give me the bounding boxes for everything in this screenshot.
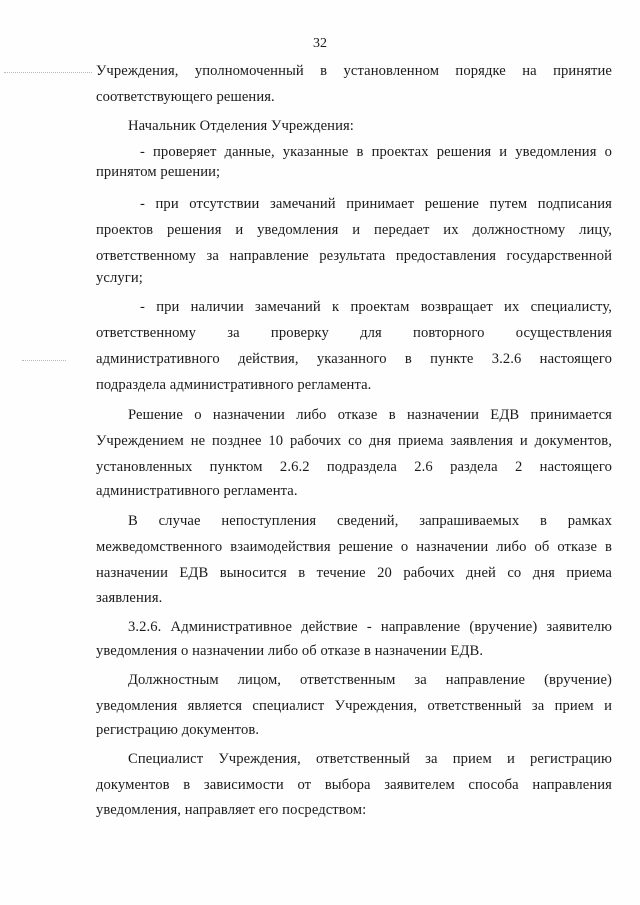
text-line: Учреждения, уполномоченный в установленном порядке на принятие — [96, 63, 612, 79]
scan-artifact — [4, 72, 92, 74]
text-line: уведомления о назначении либо об отказе в назначении ЕДВ. — [96, 643, 484, 659]
list-item: - проверяет данные, указанные в проектах решения и уведомления о — [140, 144, 612, 160]
paragraph-line: Должностным лицом, ответственным за направление (вручение) — [128, 672, 612, 688]
section-heading: Начальник Отделения Учреждения: — [128, 118, 354, 134]
paragraph-line: Специалист Учреждения, ответственный за прием и регистрацию — [128, 751, 612, 767]
text-line: ответственному за направление результата предоставления государственной — [96, 248, 612, 264]
text-line: подраздела административного регламента. — [96, 377, 372, 393]
text-line: Учреждением не позднее 10 рабочих со дня приема заявления и документов, — [96, 433, 612, 449]
list-item: - при наличии замечаний к проектам возвращает их специалисту, — [140, 299, 612, 315]
text-line: административного регламента. — [96, 483, 298, 499]
paragraph-line: Решение о назначении либо отказе в назначении ЕДВ принимается — [128, 407, 612, 423]
text-line: межведомственного взаимодействия решение о назначении либо об отказе в — [96, 539, 612, 555]
text-line: заявления. — [96, 590, 163, 606]
text-line: уведомления является специалист Учреждения, ответственный за прием и — [96, 698, 612, 714]
text-line: проектов решения и уведомления и передает их должностному лицу, — [96, 222, 612, 238]
text-line: уведомления, направляет его посредством: — [96, 802, 367, 818]
scan-artifact — [22, 360, 66, 362]
text-line: услуги; — [96, 270, 143, 286]
text-line: ответственному за проверку для повторного осуществления — [96, 325, 612, 341]
section-heading: 3.2.6. Административное действие - направление (вручение) заявителю — [128, 619, 612, 635]
text-line: регистрацию документов. — [96, 722, 260, 738]
paragraph-line: В случае непоступления сведений, запрашиваемых в рамках — [128, 513, 612, 529]
list-item: - при отсутствии замечаний принимает решение путем подписания — [140, 196, 612, 212]
text-line: административного действия, указанного в пункте 3.2.6 настоящего — [96, 351, 612, 367]
page-number: 32 — [313, 36, 327, 51]
text-line: соответствующего решения. — [96, 89, 275, 105]
text-line: принятом решении; — [96, 164, 221, 180]
text-line: установленных пунктом 2.6.2 подраздела 2.6 раздела 2 настоящего — [96, 459, 612, 475]
text-line: назначении ЕДВ выносится в течение 20 рабочих дней со дня приема — [96, 565, 612, 581]
text-line: документов в зависимости от выбора заявителем способа направления — [96, 777, 612, 793]
